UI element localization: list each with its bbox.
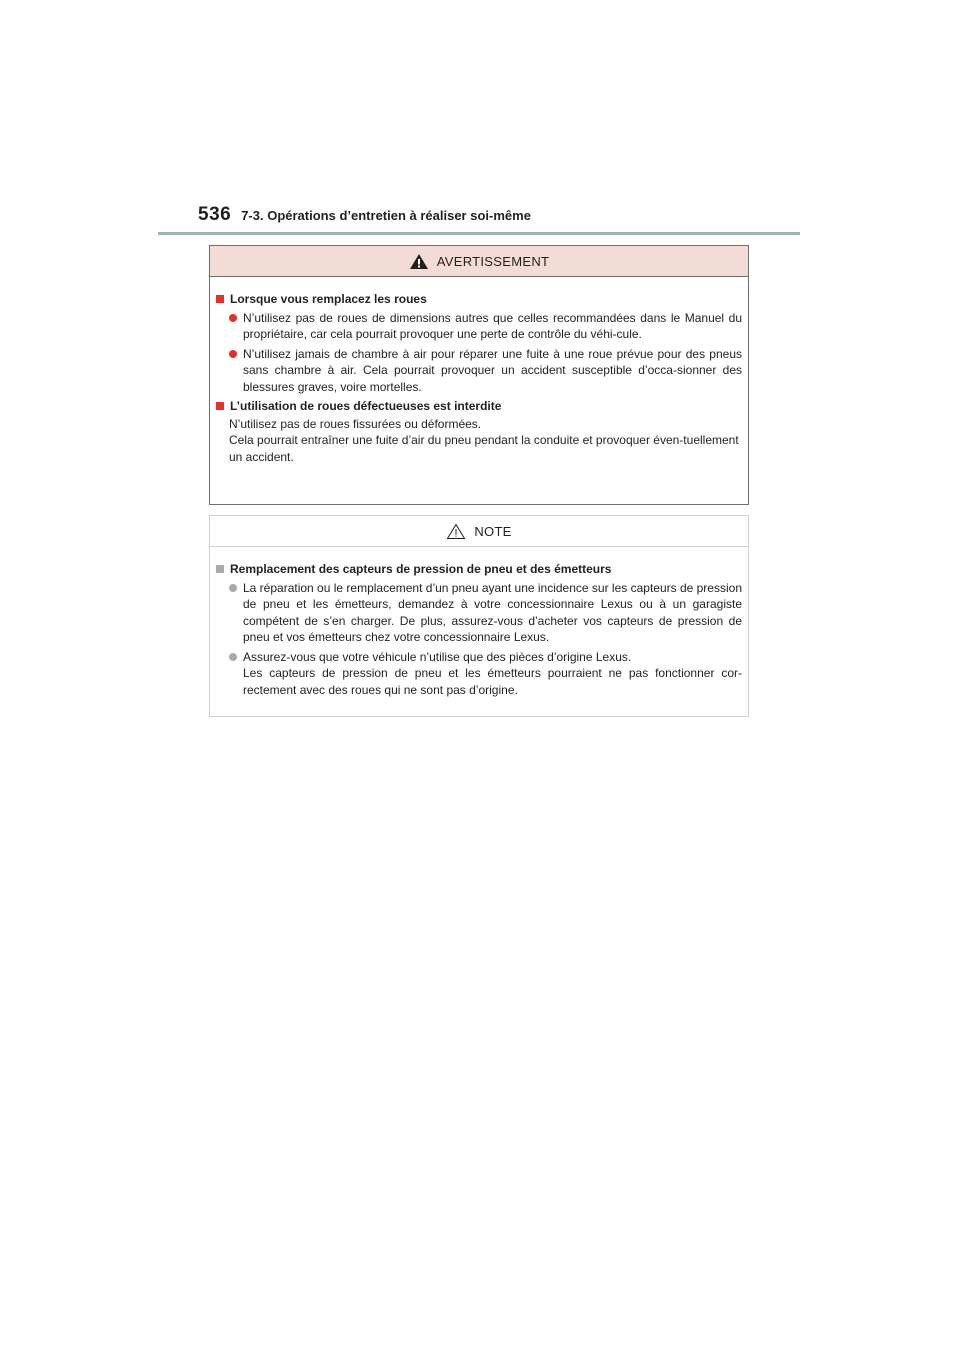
square-bullet-icon — [216, 565, 224, 573]
list-item: La réparation ou le remplacement d’un pneu ayant une incidence sur les capteurs de pression de pneu et les émetteurs, demandez à votre concessionnaire Lexus ou à un garagiste compétent de s’en charger. De plus, assurez-vous d’acheter vos capteurs de pression de pneu et vos émetteurs chez votre concessionnaire Lexus. — [229, 580, 742, 646]
note-section-title: Remplacement des capteurs de pression de pneu et des émetteurs — [216, 561, 742, 578]
warning-section-title: Lorsque vous remplacez les roues — [216, 291, 742, 308]
warning-body — [210, 277, 748, 465]
warning-triangle-icon — [409, 253, 429, 270]
note-label: NOTE — [474, 523, 512, 539]
list-item: Assurez-vous que votre véhicule n’utilise que des pièces d’origine Lexus. Les capteurs de pression de pneu et les émetteurs pourraient ne pas fonctionner cor-rectement avec des roues qui ne sont pas d’origine. — [229, 649, 742, 699]
warning-header — [210, 246, 748, 277]
list-item: N’utilisez pas de roues de dimensions autres que celles recommandées dans le Manuel du propriétaire, car cela pourrait provoquer une perte de contrôle du véhi-cule. — [229, 310, 742, 343]
warning-label: AVERTISSEMENT — [436, 253, 550, 269]
note-box — [209, 515, 749, 717]
square-bullet-icon — [216, 295, 224, 303]
page-header — [198, 204, 531, 226]
list-item: N’utilisez jamais de chambre à air pour réparer une fuite à une roue prévue pour des pneus sans chambre à air. Cela pourrait provoquer un accident susceptible d’occa-sionner des blessures graves, voire mortelles. — [229, 346, 742, 396]
warning-paragraph: N’utilisez pas de roues fissurées ou déformées. Cela pourrait entraîner une fuite d’air du pneu pendant la conduite et provoquer éven-tuellement un accident. — [229, 416, 739, 464]
caution-triangle-outline-icon — [446, 523, 466, 540]
note-body — [210, 547, 748, 698]
header-rule — [158, 232, 800, 235]
page-number: 536 — [198, 204, 232, 225]
round-bullet-icon — [229, 653, 237, 661]
note-header — [210, 516, 748, 547]
round-bullet-icon — [229, 584, 237, 592]
square-bullet-icon — [216, 402, 224, 410]
warning-box — [209, 245, 749, 505]
chapter-title: 7-3. Opérations d’entretien à réaliser soi-même — [241, 208, 531, 223]
round-bullet-icon — [229, 314, 237, 322]
warning-section-title: L’utilisation de roues défectueuses est interdite — [216, 398, 742, 415]
round-bullet-icon — [229, 350, 237, 358]
